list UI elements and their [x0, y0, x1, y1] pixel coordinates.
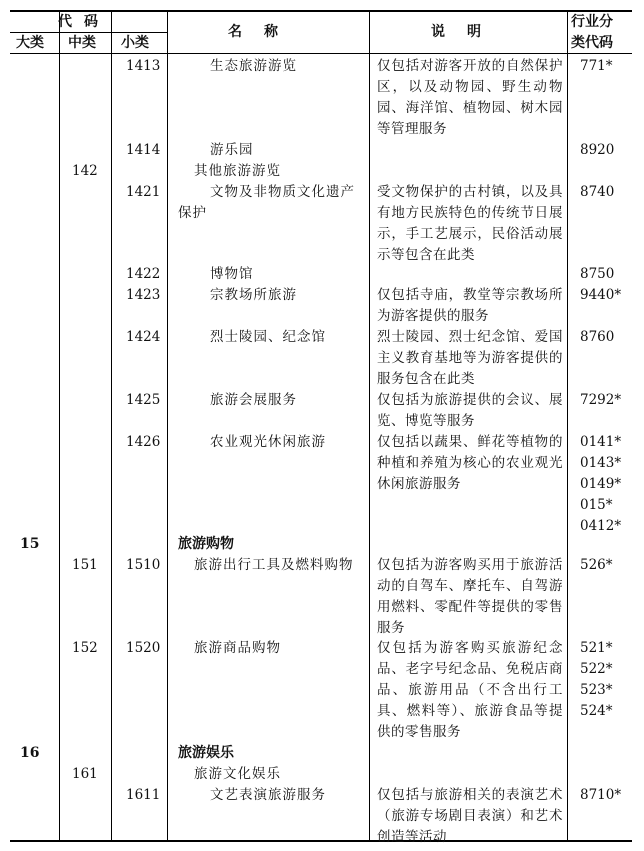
col-divider [369, 12, 370, 840]
industry-code: 0412* [580, 518, 622, 534]
item-description: 仅包括寺庙，教堂等宗教场所为游客提供的服务 [377, 287, 563, 324]
major-name: 旅游娱乐 [178, 745, 234, 761]
industry-code: 0149* [580, 476, 622, 492]
item-description: 仅包括为旅游提供的会议、展览、博览等服务 [377, 392, 563, 429]
industry-code: 8710* [580, 787, 622, 803]
minor-code: 1423 [126, 287, 161, 303]
industry-code: 521* [580, 640, 613, 656]
item-name: 宗教场所旅游 [210, 287, 297, 303]
item-name: 烈士陵园、纪念馆 [210, 329, 326, 345]
item-description: 仅包括与旅游相关的表演艺术（旅游专场剧目表演）和艺术创造等活动 [377, 787, 563, 845]
major-code: 15 [20, 536, 40, 552]
major-code: 16 [20, 745, 40, 761]
item-description: 仅包括为游客购买旅游纪念品、老字号纪念品、免税店商品、旅游用品（不含出行工具、燃料等）、旅游食品等提供的零售服务 [377, 640, 563, 740]
industry-code: 8750 [580, 266, 615, 282]
medium-code: 152 [72, 640, 98, 656]
item-description: 仅包括为游客购买用于旅游活动的自驾车、摩托车、自驾游用燃料、零配件等提供的零售服务 [377, 557, 563, 636]
item-description: 烈士陵园、烈士纪念馆、爱国主义教育基地等为游客提供的服务包含在此类 [377, 329, 563, 387]
header-major: 大类 [16, 35, 44, 51]
industry-code: 8760 [580, 329, 615, 345]
header-industry-2: 类代码 [571, 35, 613, 51]
minor-code: 1520 [126, 640, 161, 656]
medium-code: 151 [72, 557, 98, 573]
minor-code: 1424 [126, 329, 161, 345]
header-medium: 中类 [68, 35, 96, 51]
industry-code: 522* [580, 661, 613, 677]
industry-code: 524* [580, 703, 613, 719]
item-name: 旅游商品购物 [194, 640, 281, 656]
item-name: 旅游会展服务 [210, 392, 297, 408]
col-divider [567, 12, 568, 840]
header-minor: 小类 [121, 35, 149, 51]
industry-classification-table [10, 10, 632, 845]
col-divider [167, 12, 168, 840]
item-name: 文物及非物质文化遗产保护 [178, 184, 355, 221]
header-industry-1: 行业分 [571, 14, 613, 30]
header-name: 名称 [228, 24, 300, 40]
item-name: 生态旅游游览 [210, 58, 297, 74]
medium-code: 142 [72, 163, 98, 179]
industry-code: 015* [580, 497, 613, 513]
industry-code-list [580, 638, 613, 722]
minor-code: 1414 [126, 142, 161, 158]
industry-code: 8920 [580, 142, 615, 158]
item-description: 仅包括以蔬果、鲜花等植物的种植和养殖为核心的农业观光休闲旅游服务 [377, 434, 563, 492]
industry-code-list [580, 432, 621, 537]
industry-code: 523* [580, 682, 613, 698]
minor-code: 1422 [126, 266, 161, 282]
col-divider [111, 12, 112, 840]
item-name: 农业观光休闲旅游 [210, 434, 326, 450]
header-bottom-rule [10, 53, 632, 54]
industry-code: 0143* [580, 455, 622, 471]
group-name: 其他旅游游览 [194, 163, 281, 179]
item-name: 博物馆 [210, 266, 254, 282]
item-description: 仅包括对游客开放的自然保护区，以及动物园、野生动物园、海洋馆、植物园、树木园等管理服务 [377, 58, 563, 137]
header-description: 说明 [431, 24, 503, 40]
minor-code: 1510 [126, 557, 161, 573]
header-code: 代码 [58, 14, 110, 30]
col-divider [59, 12, 60, 840]
industry-code: 526* [580, 557, 613, 573]
industry-code: 8740 [580, 184, 615, 200]
minor-code: 1413 [126, 58, 161, 74]
industry-code: 0141* [580, 434, 622, 450]
minor-code: 1425 [126, 392, 161, 408]
item-name: 文艺表演旅游服务 [210, 787, 326, 803]
major-name: 旅游购物 [178, 536, 234, 552]
medium-code: 161 [72, 766, 98, 782]
group-name: 旅游文化娱乐 [194, 766, 281, 782]
industry-code: 7292* [580, 392, 622, 408]
industry-code: 771* [580, 58, 613, 74]
minor-code: 1426 [126, 434, 161, 450]
minor-code: 1421 [126, 184, 161, 200]
minor-code: 1611 [126, 787, 161, 803]
item-name: 旅游出行工具及燃料购物 [194, 557, 354, 573]
item-name: 游乐园 [210, 142, 254, 158]
industry-code: 9440* [580, 287, 622, 303]
item-description: 受文物保护的古村镇，以及具有地方民族特色的传统节日展示，手工艺展示，民俗活动展示等包含在此类 [377, 184, 563, 263]
